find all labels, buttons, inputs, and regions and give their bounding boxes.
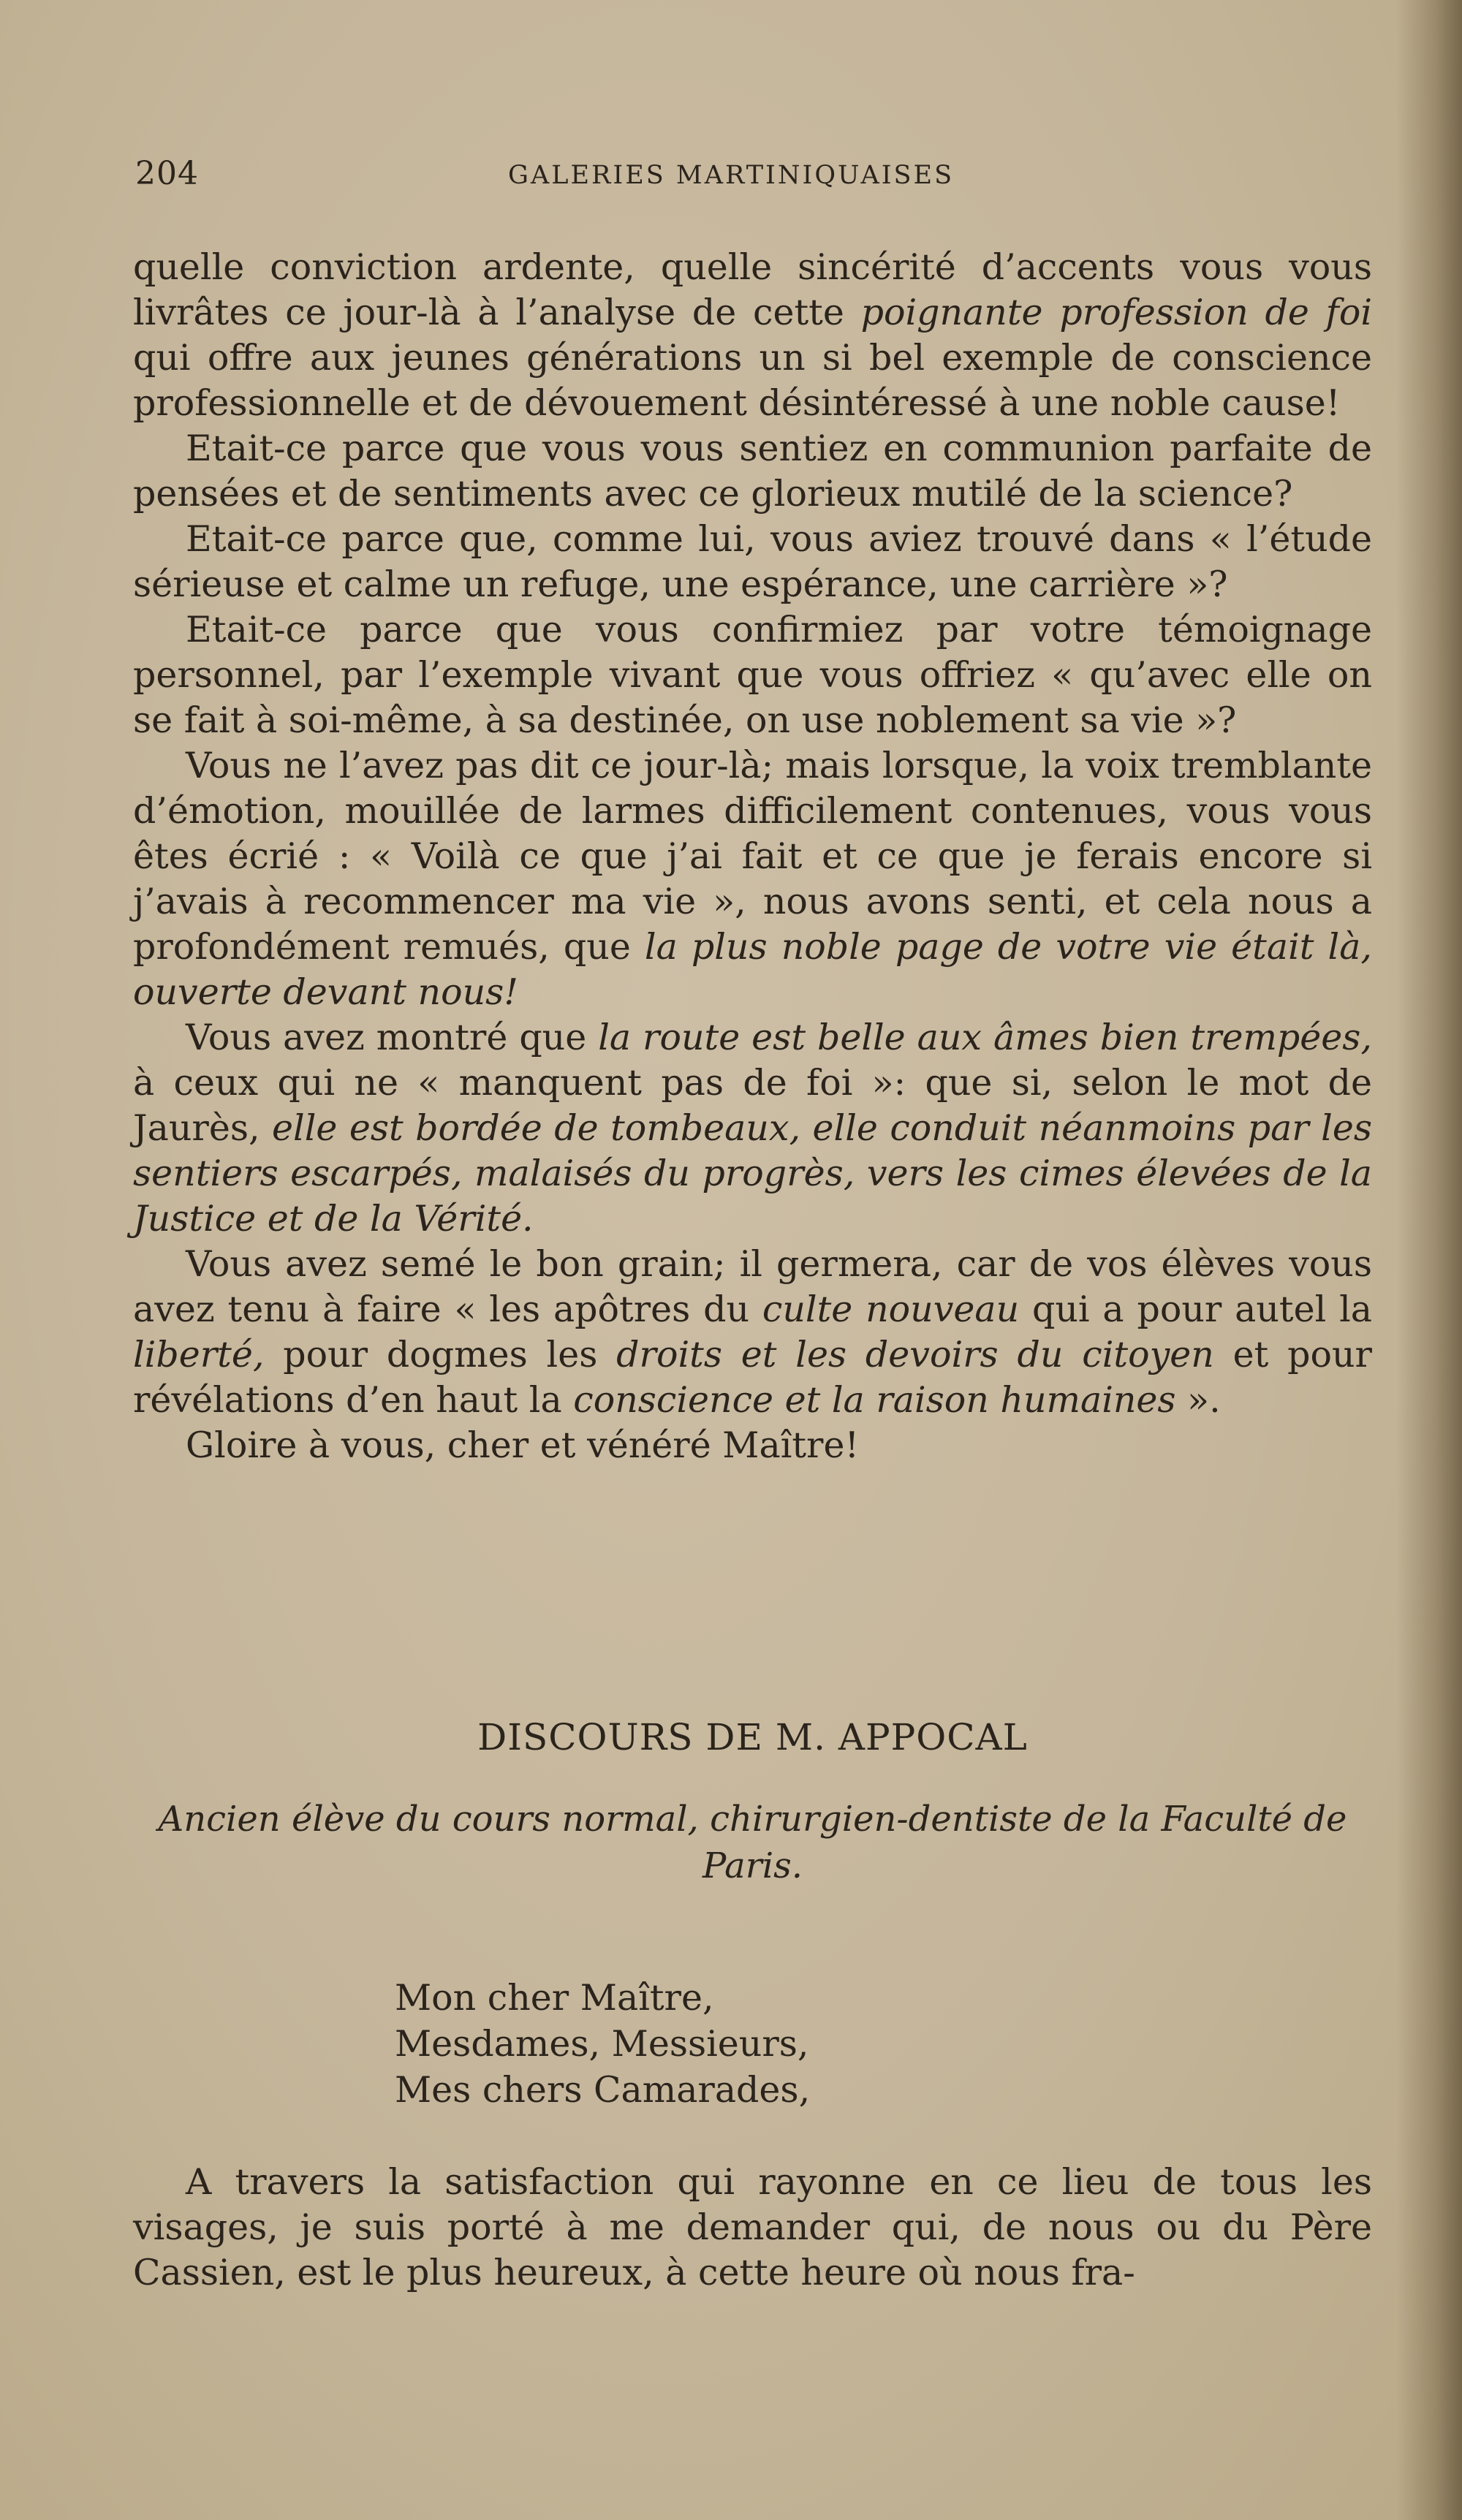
text-run: Etait-ce parce que vous vous sentiez en communion parfaite de pensées et de sentiments avec ce glorieux mutilé de la science? <box>133 428 1372 515</box>
paragraph <box>133 1015 1372 1242</box>
paragraph <box>133 517 1372 607</box>
text-run: ». <box>1175 1379 1221 1421</box>
salutation-line: Mon cher Maître, <box>395 1977 714 2019</box>
section-heading: DISCOURS DE M. APPOCAL <box>477 1716 1028 1758</box>
salutation-line: Mes chers Camarades, <box>395 2069 811 2111</box>
paragraph <box>133 245 1372 426</box>
text-run: et pour révélations d’en haut la <box>133 1334 1372 1421</box>
italic-text: la route est belle aux âmes bien trempées, <box>598 1017 1372 1058</box>
text-run: Vous ne l’avez pas dit ce jour-là; mais lorsque, la voix tremblante d’émotion, mouillée de larmes difficilement contenues, vous vous êtes écrié : « Voilà ce que j’ai fait et ce que je ferais encore si j’avais à recommencer ma vie », nous avons senti, et cela nous a profondément remués, que <box>133 745 1372 968</box>
page-header <box>135 155 1378 199</box>
paragraph <box>133 743 1372 1015</box>
text-run: pour dogmes les <box>264 1334 617 1375</box>
text-run: Vous avez montré que <box>186 1017 599 1058</box>
text-run: Gloire à vous, cher et vénéré Maître! <box>186 1424 860 1466</box>
section-subheading: Ancien élève du cours normal, chirurgien-dentiste de la Faculté de Paris. <box>158 1799 1347 1886</box>
salutation <box>395 1975 1272 2113</box>
paragraph <box>133 1242 1372 1423</box>
running-title: GALERIES MARTINIQUAISES <box>508 161 955 190</box>
text-run: qui a pour autel la <box>1019 1289 1372 1330</box>
italic-text: culte nouveau <box>762 1289 1020 1330</box>
italic-text: poignante profession de foi <box>860 292 1372 333</box>
text-run: Etait-ce parce que vous confirmiez par votre témoignage personnel, par l’exemple vivant que vous offriez « qu’avec elle on se fait à soi-même, à sa destinée, on use noblement sa vie »? <box>133 609 1372 741</box>
text-run: qui offre aux jeunes générations un si bel exemple de conscience professionnelle et de dévouement désintéressé à une noble cause! <box>133 337 1372 424</box>
paragraph <box>133 1423 1372 1468</box>
text-run: quelle conviction ardente, quelle sincérité d’accents vous vous livrâtes ce jour-là à l’analyse de cette <box>133 246 1372 333</box>
paragraph <box>133 426 1372 517</box>
body-text <box>133 245 1372 1468</box>
text-run: à ceux qui ne « manquent pas de foi »: que si, selon le mot de Jaurès, <box>133 1062 1372 1149</box>
italic-text: la plus noble page de votre vie était là, ouverte devant nous! <box>133 926 1372 1013</box>
page-number: 204 <box>135 155 199 192</box>
italic-text: elle est bordée de tombeaux, elle conduit néanmoins par les sentiers escarpés, malaisés du progrès, vers les cimes élevées de la Justice et de la Vérité. <box>133 1107 1372 1240</box>
paragraph <box>133 607 1372 743</box>
page-edge-shadow <box>1396 0 1462 2520</box>
salutation-line: Mesdames, Messieurs, <box>395 2023 809 2065</box>
text-run: Etait-ce parce que, comme lui, vous aviez trouvé dans « l’étude sérieuse et calme un refuge, une espérance, une carrière »? <box>133 518 1372 605</box>
paragraph: A travers la satisfaction qui rayonne en ce lieu de tous les visages, je suis porté à me demander qui, de nous ou du Père Cassien, est le plus heureux, à cette heure où nous fra- <box>133 2161 1372 2293</box>
italic-text: liberté, <box>133 1334 265 1375</box>
italic-text: conscience et la raison humaines <box>573 1379 1176 1421</box>
text-run: Vous avez semé le bon grain; il germera, car de vos élèves vous avez tenu à faire « les apôtres du <box>133 1243 1372 1330</box>
italic-text: droits et les devoirs du citoyen <box>616 1334 1214 1375</box>
speech-text <box>133 2160 1372 2296</box>
